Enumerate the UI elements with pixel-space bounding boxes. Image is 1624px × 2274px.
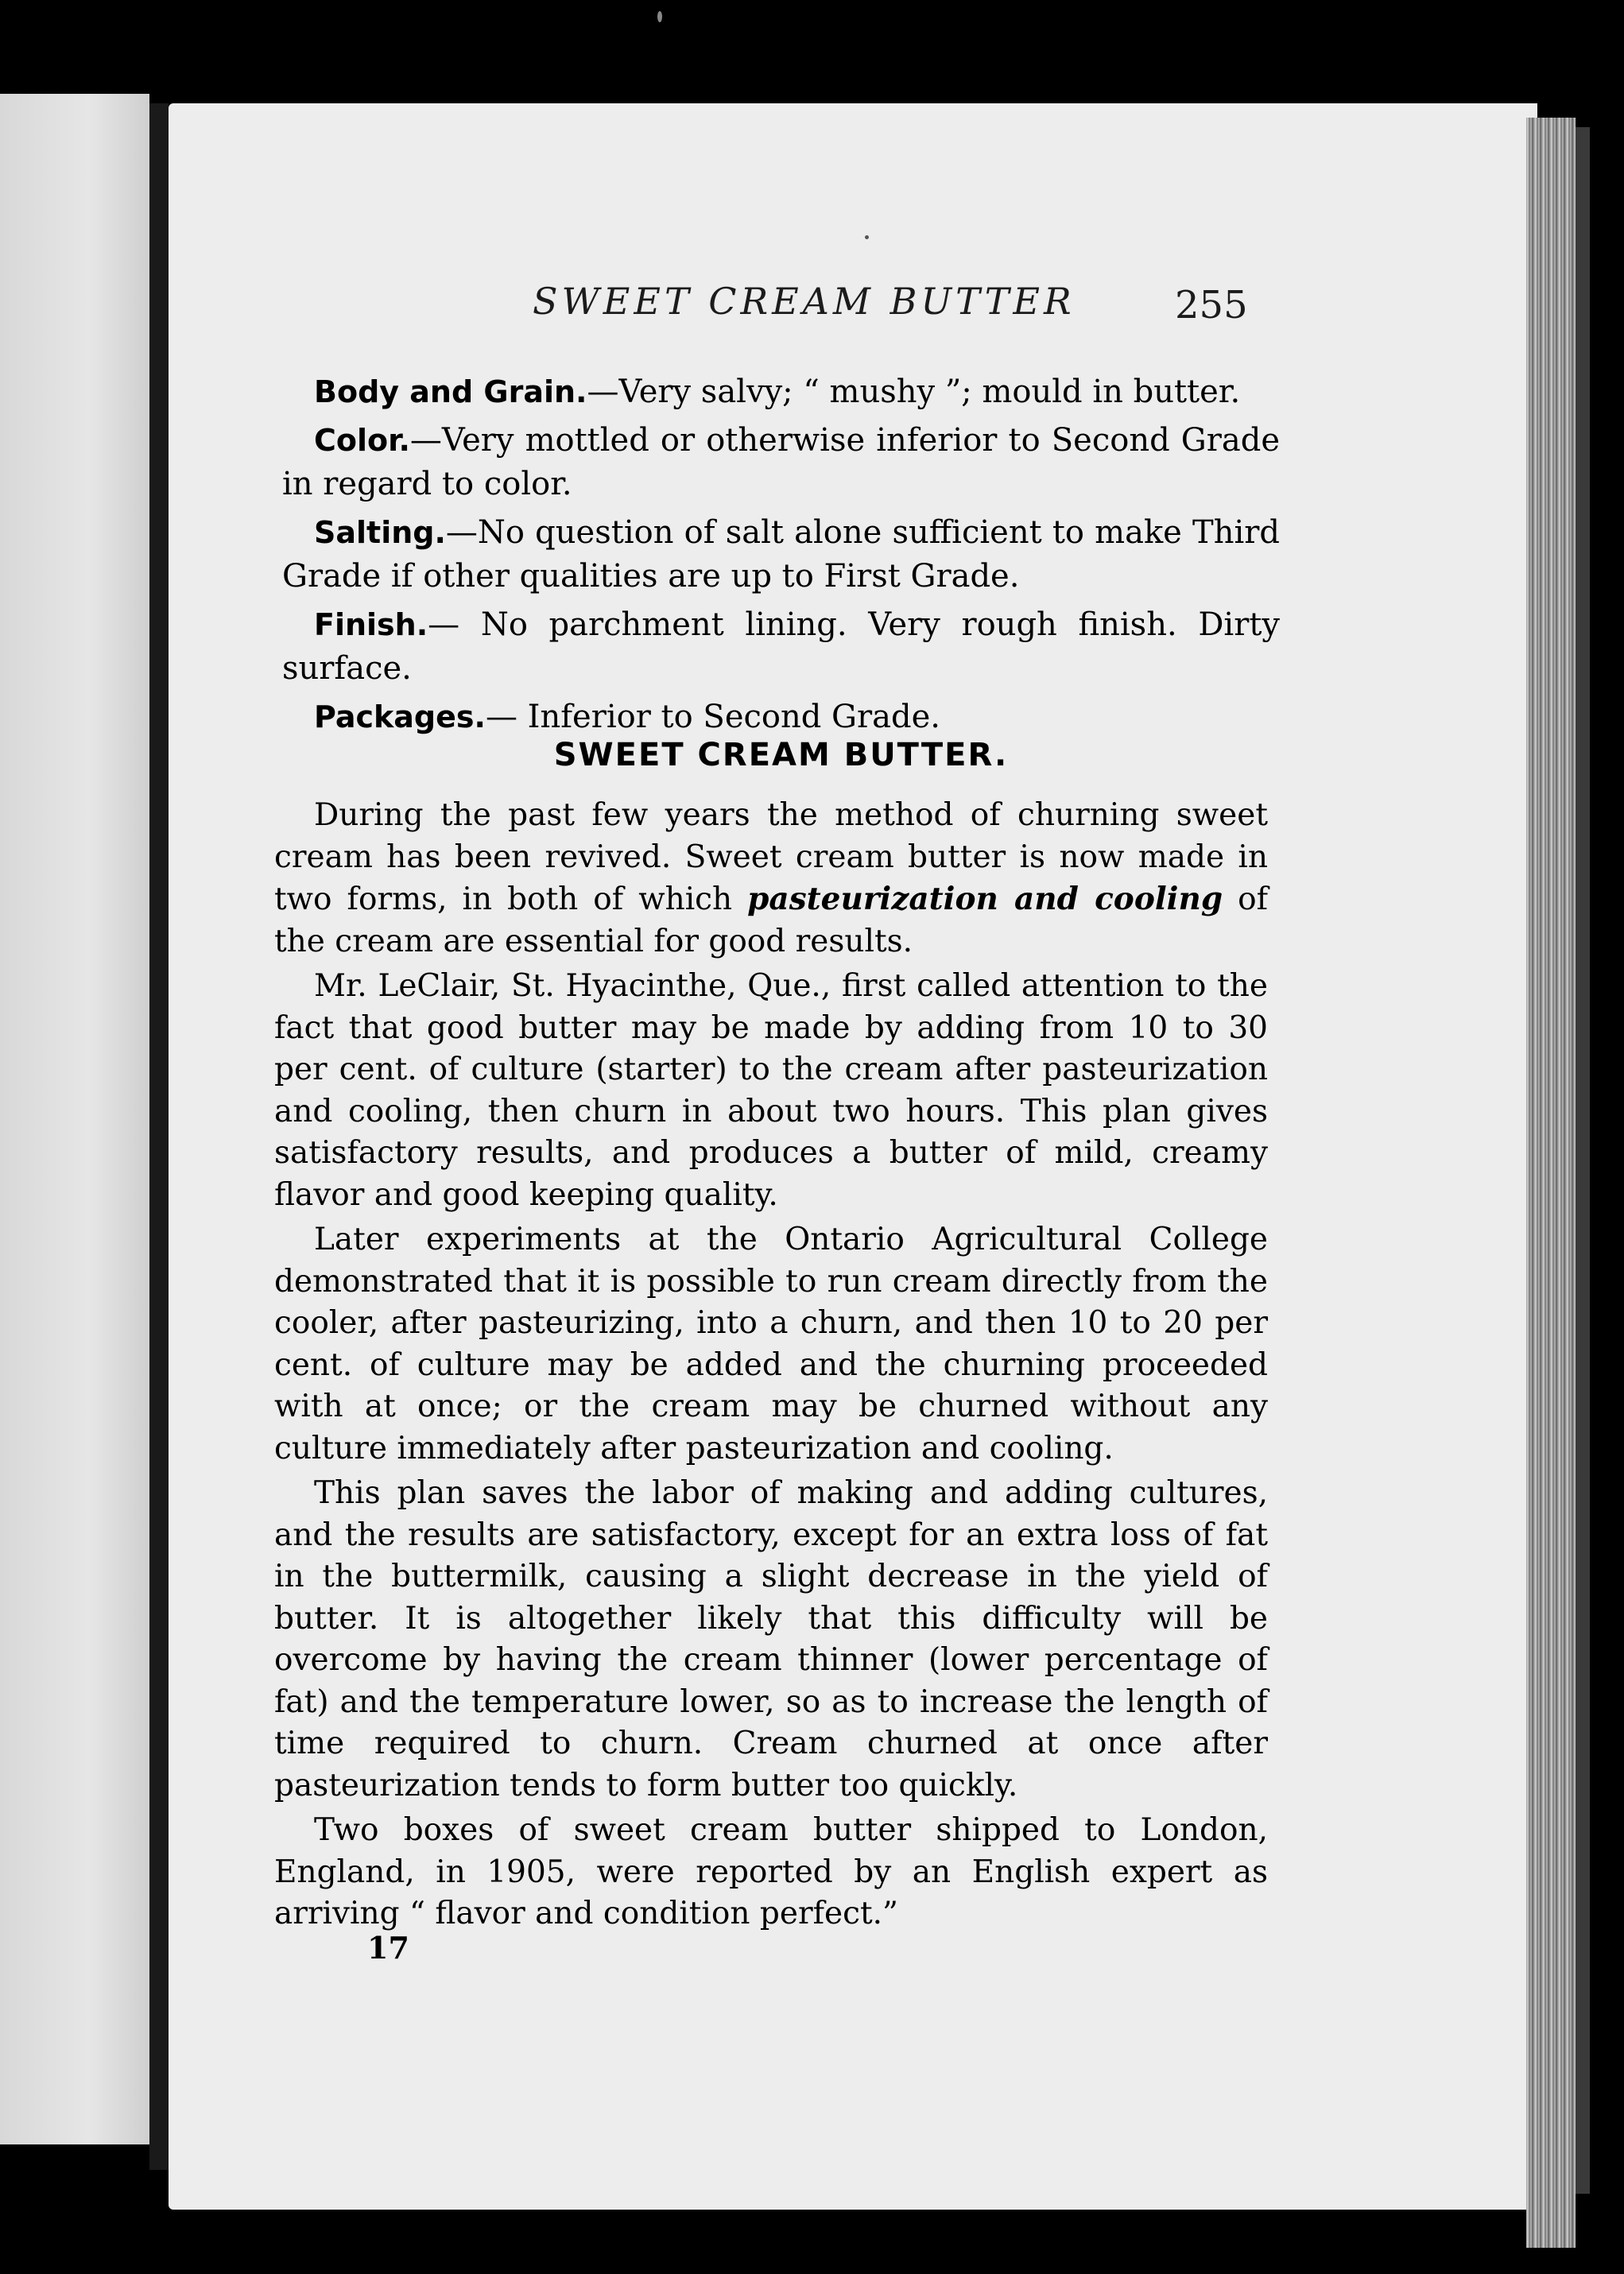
section-heading: SWEET CREAM BUTTER. — [553, 737, 1009, 773]
book-gutter — [149, 103, 169, 2170]
facing-page — [0, 94, 149, 2144]
entry-label: Salting. — [314, 515, 446, 550]
body-paragraphs — [274, 795, 1268, 1939]
signature-mark: 17 — [367, 1930, 409, 1966]
entry-label: Color. — [314, 423, 410, 458]
book-cover-edge — [1576, 127, 1590, 2194]
paragraph — [274, 795, 1268, 963]
paragraph — [274, 1810, 1268, 1935]
paragraph-text: Later experiments at the Ontario Agricultural College demonstrated that it is possible to run cream directly from the cooler, after pasteurizing, into a churn, and then 10 to 20 per cent. of culture may be added and the churning proceeded with at once; or the cream may be churned without any culture immediately after pasteurization and cooling. — [274, 1222, 1268, 1466]
entry-text: — No parchment lining. Very rough finish. Dirty surface. — [282, 606, 1280, 687]
grade-entries — [282, 370, 1280, 744]
grade-entry-packages — [282, 695, 1280, 739]
scan-speck — [657, 11, 662, 22]
grade-entry-salting — [282, 511, 1280, 599]
paragraph-emphasis: pasteurization and cooling — [747, 881, 1223, 917]
entry-text: —Very salvy; “ mushy ”; mould in butter. — [587, 374, 1241, 410]
entry-label: Packages. — [314, 699, 486, 734]
page-edges — [1526, 118, 1576, 2248]
entry-text: — Inferior to Second Grade. — [485, 699, 940, 735]
paragraph-text-after: of the cream are essential for good results. — [274, 881, 1269, 959]
entry-label: Finish. — [314, 607, 428, 642]
paragraph-text: Mr. LeClair, St. Hyacinthe, Que., first called attention to the fact that good butter may be made by adding from 10 to 30 per cent. of culture (starter) to the cream after pasteurization and cooling, then churn in about two hours. This plan gives satisfactory results, and produces a butter of mild, creamy flavor and good keeping quality. — [274, 968, 1268, 1213]
paragraph — [274, 1473, 1268, 1807]
paragraph — [274, 966, 1268, 1216]
entry-text: —Very mottled or otherwise inferior to Second Grade in regard to color. — [282, 422, 1280, 502]
paragraph-text: This plan saves the labor of making and adding cultures, and the results are satisfactory, except for an extra loss of fat in the buttermilk, causing a slight decrease in the yield of butter. It is altogether likely that this difficulty will be overcome by having the cream thinner (lower percentage of fat) and the temperature lower, so as to increase the length of time required to churn. Cream churned at once after pasteurization tends to form butter too quickly. — [274, 1475, 1268, 1803]
grade-entry-finish — [282, 603, 1280, 691]
scan-speck — [865, 235, 869, 239]
paragraph — [274, 1219, 1268, 1470]
paragraph-text: Two boxes of sweet cream butter shipped to London, England, in 1905, were reported by an English expert as arriving “ flavor and condition perfect.” — [274, 1812, 1268, 1931]
grade-entry-body-and-grain — [282, 370, 1280, 414]
entry-label: Body and Grain. — [314, 374, 587, 409]
paragraph-text: During the past few years the method of churning sweet cream has been revived. Sweet cream butter is now made in two forms, in both of which — [274, 797, 1268, 917]
running-head: SWEET CREAM BUTTER — [533, 280, 1076, 323]
page-number: 255 — [1175, 283, 1248, 327]
grade-entry-color — [282, 419, 1280, 506]
entry-text: —No question of salt alone sufficient to make Third Grade if other qualities are up to First Grade. — [282, 514, 1280, 595]
